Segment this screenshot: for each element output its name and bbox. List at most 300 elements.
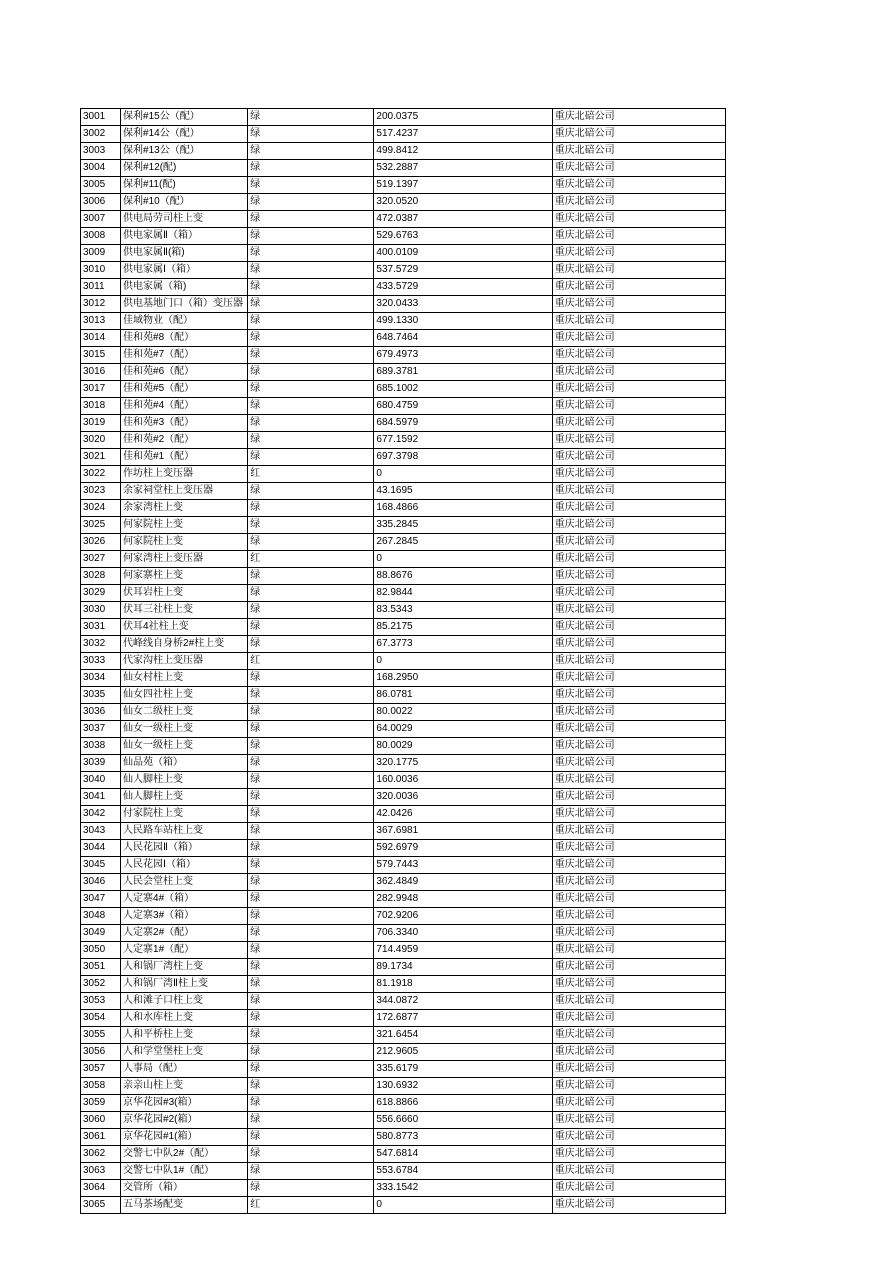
cell-organization[interactable]: 重庆北碚公司 [552, 1027, 725, 1044]
cell-value[interactable]: 556.6660 [374, 1112, 552, 1129]
cell-state[interactable]: 绿 [248, 585, 374, 602]
cell-id[interactable]: 3006 [81, 194, 121, 211]
cell-value[interactable]: 335.2845 [374, 517, 552, 534]
table-row[interactable] [81, 755, 726, 772]
cell-state[interactable]: 绿 [248, 109, 374, 126]
cell-value[interactable]: 89.1734 [374, 959, 552, 976]
cell-value[interactable]: 0 [374, 551, 552, 568]
cell-name[interactable]: 人定寨1#（配） [121, 942, 248, 959]
cell-value[interactable]: 267.2845 [374, 534, 552, 551]
cell-name[interactable]: 仙品苑（箱） [121, 755, 248, 772]
cell-id[interactable]: 3021 [81, 449, 121, 466]
table-row[interactable] [81, 738, 726, 755]
cell-organization[interactable]: 重庆北碚公司 [552, 738, 725, 755]
cell-value[interactable]: 680.4759 [374, 398, 552, 415]
cell-value[interactable]: 537.5729 [374, 262, 552, 279]
cell-organization[interactable]: 重庆北碚公司 [552, 279, 725, 296]
cell-value[interactable]: 200.0375 [374, 109, 552, 126]
cell-value[interactable]: 433.5729 [374, 279, 552, 296]
cell-value[interactable]: 0 [374, 466, 552, 483]
cell-name[interactable]: 交警七中队1#（配） [121, 1163, 248, 1180]
table-row[interactable] [81, 364, 726, 381]
cell-value[interactable]: 321.6454 [374, 1027, 552, 1044]
cell-state[interactable]: 绿 [248, 330, 374, 347]
cell-state[interactable]: 绿 [248, 160, 374, 177]
cell-name[interactable]: 人和平桥柱上变 [121, 1027, 248, 1044]
cell-value[interactable]: 168.4866 [374, 500, 552, 517]
table-row[interactable] [81, 1010, 726, 1027]
table-row[interactable] [81, 993, 726, 1010]
table-row[interactable] [81, 347, 726, 364]
cell-organization[interactable]: 重庆北碚公司 [552, 228, 725, 245]
cell-state[interactable]: 绿 [248, 993, 374, 1010]
cell-name[interactable]: 代峰线自身桥2#柱上变 [121, 636, 248, 653]
cell-id[interactable]: 3029 [81, 585, 121, 602]
cell-id[interactable]: 3025 [81, 517, 121, 534]
cell-state[interactable]: 绿 [248, 721, 374, 738]
cell-id[interactable]: 3026 [81, 534, 121, 551]
cell-organization[interactable]: 重庆北碚公司 [552, 755, 725, 772]
cell-organization[interactable]: 重庆北碚公司 [552, 925, 725, 942]
table-row[interactable] [81, 602, 726, 619]
table-row[interactable] [81, 126, 726, 143]
cell-id[interactable]: 3020 [81, 432, 121, 449]
cell-state[interactable]: 绿 [248, 959, 374, 976]
cell-value[interactable]: 472.0387 [374, 211, 552, 228]
cell-name[interactable]: 佳和苑#6（配） [121, 364, 248, 381]
cell-id[interactable]: 3009 [81, 245, 121, 262]
cell-id[interactable]: 3048 [81, 908, 121, 925]
cell-value[interactable]: 81.1918 [374, 976, 552, 993]
cell-id[interactable]: 3035 [81, 687, 121, 704]
table-row[interactable] [81, 1078, 726, 1095]
table-row[interactable] [81, 857, 726, 874]
cell-state[interactable]: 绿 [248, 908, 374, 925]
table-row[interactable] [81, 1129, 726, 1146]
cell-id[interactable]: 3005 [81, 177, 121, 194]
cell-state[interactable]: 绿 [248, 1146, 374, 1163]
table-row[interactable] [81, 194, 726, 211]
cell-id[interactable]: 3051 [81, 959, 121, 976]
cell-name[interactable]: 人民花园Ⅰ（箱） [121, 857, 248, 874]
table-row[interactable] [81, 619, 726, 636]
cell-name[interactable]: 人和滩子口柱上变 [121, 993, 248, 1010]
cell-id[interactable]: 3023 [81, 483, 121, 500]
cell-organization[interactable]: 重庆北碚公司 [552, 1129, 725, 1146]
cell-organization[interactable]: 重庆北碚公司 [552, 245, 725, 262]
table-row[interactable] [81, 177, 726, 194]
cell-id[interactable]: 3019 [81, 415, 121, 432]
cell-id[interactable]: 3017 [81, 381, 121, 398]
cell-organization[interactable]: 重庆北碚公司 [552, 840, 725, 857]
table-row[interactable] [81, 687, 726, 704]
cell-state[interactable]: 绿 [248, 483, 374, 500]
cell-organization[interactable]: 重庆北碚公司 [552, 1197, 725, 1214]
cell-name[interactable]: 仙人脚柱上变 [121, 789, 248, 806]
cell-id[interactable]: 3007 [81, 211, 121, 228]
table-row[interactable] [81, 160, 726, 177]
cell-value[interactable]: 168.2950 [374, 670, 552, 687]
cell-id[interactable]: 3027 [81, 551, 121, 568]
cell-name[interactable]: 保利#15公（配） [121, 109, 248, 126]
cell-organization[interactable]: 重庆北碚公司 [552, 211, 725, 228]
table-row[interactable] [81, 432, 726, 449]
table-row[interactable] [81, 415, 726, 432]
cell-state[interactable]: 绿 [248, 891, 374, 908]
cell-id[interactable]: 3053 [81, 993, 121, 1010]
cell-id[interactable]: 3008 [81, 228, 121, 245]
table-row[interactable] [81, 1180, 726, 1197]
cell-value[interactable]: 519.1397 [374, 177, 552, 194]
table-row[interactable] [81, 1112, 726, 1129]
cell-id[interactable]: 3030 [81, 602, 121, 619]
cell-organization[interactable]: 重庆北碚公司 [552, 602, 725, 619]
cell-name[interactable]: 仙人脚柱上变 [121, 772, 248, 789]
cell-state[interactable]: 绿 [248, 211, 374, 228]
cell-state[interactable]: 绿 [248, 398, 374, 415]
table-row[interactable] [81, 925, 726, 942]
cell-id[interactable]: 3034 [81, 670, 121, 687]
cell-state[interactable]: 绿 [248, 874, 374, 891]
cell-state[interactable]: 红 [248, 653, 374, 670]
cell-state[interactable]: 绿 [248, 840, 374, 857]
cell-id[interactable]: 3055 [81, 1027, 121, 1044]
cell-state[interactable]: 绿 [248, 296, 374, 313]
cell-value[interactable]: 547.6814 [374, 1146, 552, 1163]
table-row[interactable] [81, 381, 726, 398]
cell-value[interactable]: 679.4973 [374, 347, 552, 364]
cell-organization[interactable]: 重庆北碚公司 [552, 704, 725, 721]
cell-id[interactable]: 3037 [81, 721, 121, 738]
table-row[interactable] [81, 823, 726, 840]
cell-organization[interactable]: 重庆北碚公司 [552, 449, 725, 466]
cell-value[interactable]: 172.6877 [374, 1010, 552, 1027]
cell-organization[interactable]: 重庆北碚公司 [552, 1044, 725, 1061]
cell-name[interactable]: 代家沟柱上变压器 [121, 653, 248, 670]
cell-value[interactable]: 130.6932 [374, 1078, 552, 1095]
cell-value[interactable]: 706.3340 [374, 925, 552, 942]
cell-state[interactable]: 绿 [248, 279, 374, 296]
cell-value[interactable]: 532.2887 [374, 160, 552, 177]
cell-name[interactable]: 人定寨3#（箱） [121, 908, 248, 925]
cell-value[interactable]: 689.3781 [374, 364, 552, 381]
cell-organization[interactable]: 重庆北碚公司 [552, 789, 725, 806]
cell-state[interactable]: 绿 [248, 942, 374, 959]
cell-id[interactable]: 3003 [81, 143, 121, 160]
cell-organization[interactable]: 重庆北碚公司 [552, 891, 725, 908]
cell-value[interactable]: 517.4237 [374, 126, 552, 143]
cell-organization[interactable]: 重庆北碚公司 [552, 364, 725, 381]
cell-id[interactable]: 3014 [81, 330, 121, 347]
table-row[interactable] [81, 466, 726, 483]
cell-organization[interactable]: 重庆北碚公司 [552, 160, 725, 177]
cell-name[interactable]: 交警七中队2#（配） [121, 1146, 248, 1163]
cell-name[interactable]: 何家院柱上变 [121, 534, 248, 551]
cell-organization[interactable]: 重庆北碚公司 [552, 262, 725, 279]
cell-value[interactable]: 160.0036 [374, 772, 552, 789]
cell-id[interactable]: 3049 [81, 925, 121, 942]
cell-value[interactable]: 362.4849 [374, 874, 552, 891]
cell-organization[interactable]: 重庆北碚公司 [552, 330, 725, 347]
table-row[interactable] [81, 721, 726, 738]
cell-name[interactable]: 佳和苑#5（配） [121, 381, 248, 398]
cell-organization[interactable]: 重庆北碚公司 [552, 1180, 725, 1197]
cell-state[interactable]: 绿 [248, 449, 374, 466]
cell-value[interactable]: 648.7464 [374, 330, 552, 347]
cell-name[interactable]: 供电家属（箱) [121, 279, 248, 296]
table-row[interactable] [81, 636, 726, 653]
table-row[interactable] [81, 245, 726, 262]
cell-name[interactable]: 仙女村柱上变 [121, 670, 248, 687]
cell-name[interactable]: 仙女一级柱上变 [121, 721, 248, 738]
cell-state[interactable]: 绿 [248, 1112, 374, 1129]
table-row[interactable] [81, 517, 726, 534]
cell-state[interactable]: 绿 [248, 1061, 374, 1078]
cell-state[interactable]: 绿 [248, 636, 374, 653]
cell-state[interactable]: 绿 [248, 772, 374, 789]
cell-organization[interactable]: 重庆北碚公司 [552, 942, 725, 959]
cell-organization[interactable]: 重庆北碚公司 [552, 347, 725, 364]
cell-name[interactable]: 佳和苑#2（配） [121, 432, 248, 449]
table-row[interactable] [81, 942, 726, 959]
cell-organization[interactable]: 重庆北碚公司 [552, 313, 725, 330]
cell-name[interactable]: 人和锅厂湾Ⅱ柱上变 [121, 976, 248, 993]
cell-name[interactable]: 京华花园#1(箱） [121, 1129, 248, 1146]
cell-state[interactable]: 绿 [248, 687, 374, 704]
cell-name[interactable]: 京华花园#2(箱） [121, 1112, 248, 1129]
table-row[interactable] [81, 568, 726, 585]
cell-name[interactable]: 亲亲山柱上变 [121, 1078, 248, 1095]
cell-id[interactable]: 3010 [81, 262, 121, 279]
cell-id[interactable]: 3040 [81, 772, 121, 789]
cell-name[interactable]: 何家湾柱上变压器 [121, 551, 248, 568]
cell-id[interactable]: 3013 [81, 313, 121, 330]
cell-organization[interactable]: 重庆北碚公司 [552, 415, 725, 432]
cell-name[interactable]: 仙女二级柱上变 [121, 704, 248, 721]
cell-value[interactable]: 282.9948 [374, 891, 552, 908]
cell-value[interactable]: 553.6784 [374, 1163, 552, 1180]
cell-state[interactable]: 绿 [248, 262, 374, 279]
cell-id[interactable]: 3045 [81, 857, 121, 874]
cell-organization[interactable]: 重庆北碚公司 [552, 398, 725, 415]
cell-name[interactable]: 供电家属Ⅱ(箱) [121, 245, 248, 262]
cell-state[interactable]: 绿 [248, 568, 374, 585]
table-row[interactable] [81, 449, 726, 466]
cell-value[interactable]: 685.1002 [374, 381, 552, 398]
cell-id[interactable]: 3058 [81, 1078, 121, 1095]
cell-value[interactable]: 333.1542 [374, 1180, 552, 1197]
cell-state[interactable]: 绿 [248, 1027, 374, 1044]
cell-organization[interactable]: 重庆北碚公司 [552, 1146, 725, 1163]
table-row[interactable] [81, 789, 726, 806]
cell-id[interactable]: 3062 [81, 1146, 121, 1163]
cell-value[interactable]: 80.0022 [374, 704, 552, 721]
cell-state[interactable]: 绿 [248, 619, 374, 636]
cell-state[interactable]: 绿 [248, 823, 374, 840]
cell-organization[interactable]: 重庆北碚公司 [552, 177, 725, 194]
cell-organization[interactable]: 重庆北碚公司 [552, 143, 725, 160]
cell-id[interactable]: 3065 [81, 1197, 121, 1214]
cell-name[interactable]: 佳和苑#3（配） [121, 415, 248, 432]
cell-name[interactable]: 京华花园#3(箱） [121, 1095, 248, 1112]
cell-id[interactable]: 3024 [81, 500, 121, 517]
cell-organization[interactable]: 重庆北碚公司 [552, 670, 725, 687]
cell-state[interactable]: 绿 [248, 1010, 374, 1027]
table-row[interactable] [81, 330, 726, 347]
cell-organization[interactable]: 重庆北碚公司 [552, 993, 725, 1010]
cell-name[interactable]: 人定寨2#（配） [121, 925, 248, 942]
table-row[interactable] [81, 806, 726, 823]
cell-name[interactable]: 伏耳岩柱上变 [121, 585, 248, 602]
cell-id[interactable]: 3042 [81, 806, 121, 823]
cell-name[interactable]: 人民路车站柱上变 [121, 823, 248, 840]
table-row[interactable] [81, 585, 726, 602]
cell-state[interactable]: 绿 [248, 925, 374, 942]
cell-id[interactable]: 3038 [81, 738, 121, 755]
cell-organization[interactable]: 重庆北碚公司 [552, 585, 725, 602]
cell-value[interactable]: 580.8773 [374, 1129, 552, 1146]
cell-id[interactable]: 3063 [81, 1163, 121, 1180]
cell-id[interactable]: 3061 [81, 1129, 121, 1146]
cell-id[interactable]: 3022 [81, 466, 121, 483]
cell-name[interactable]: 保利#12(配) [121, 160, 248, 177]
cell-name[interactable]: 佳和苑#4（配） [121, 398, 248, 415]
table-row[interactable] [81, 772, 726, 789]
cell-organization[interactable]: 重庆北碚公司 [552, 568, 725, 585]
cell-organization[interactable]: 重庆北碚公司 [552, 1078, 725, 1095]
cell-value[interactable]: 0 [374, 1197, 552, 1214]
cell-state[interactable]: 绿 [248, 415, 374, 432]
cell-state[interactable]: 红 [248, 551, 374, 568]
cell-id[interactable]: 3052 [81, 976, 121, 993]
table-row[interactable] [81, 908, 726, 925]
cell-name[interactable]: 五马茶场配变 [121, 1197, 248, 1214]
cell-id[interactable]: 3047 [81, 891, 121, 908]
cell-value[interactable]: 400.0109 [374, 245, 552, 262]
cell-value[interactable]: 499.1330 [374, 313, 552, 330]
table-row[interactable] [81, 262, 726, 279]
cell-id[interactable]: 3050 [81, 942, 121, 959]
cell-value[interactable]: 83.5343 [374, 602, 552, 619]
cell-state[interactable]: 绿 [248, 806, 374, 823]
cell-organization[interactable]: 重庆北碚公司 [552, 483, 725, 500]
table-row[interactable] [81, 211, 726, 228]
cell-value[interactable]: 0 [374, 653, 552, 670]
cell-name[interactable]: 余家湾柱上变 [121, 500, 248, 517]
cell-name[interactable]: 人和学堂堡柱上变 [121, 1044, 248, 1061]
cell-state[interactable]: 绿 [248, 364, 374, 381]
cell-value[interactable]: 592.6979 [374, 840, 552, 857]
cell-name[interactable]: 供电家属Ⅱ（箱） [121, 228, 248, 245]
cell-value[interactable]: 702.9206 [374, 908, 552, 925]
cell-id[interactable]: 3046 [81, 874, 121, 891]
cell-organization[interactable]: 重庆北碚公司 [552, 432, 725, 449]
cell-value[interactable]: 42.0426 [374, 806, 552, 823]
cell-value[interactable]: 88.8676 [374, 568, 552, 585]
cell-id[interactable]: 3002 [81, 126, 121, 143]
cell-state[interactable]: 绿 [248, 194, 374, 211]
cell-state[interactable]: 绿 [248, 1180, 374, 1197]
cell-state[interactable]: 绿 [248, 313, 374, 330]
cell-organization[interactable]: 重庆北碚公司 [552, 874, 725, 891]
cell-name[interactable]: 人民花园Ⅱ（箱） [121, 840, 248, 857]
cell-name[interactable]: 何家院柱上变 [121, 517, 248, 534]
cell-id[interactable]: 3064 [81, 1180, 121, 1197]
cell-organization[interactable]: 重庆北碚公司 [552, 857, 725, 874]
cell-organization[interactable]: 重庆北碚公司 [552, 466, 725, 483]
cell-state[interactable]: 红 [248, 466, 374, 483]
cell-value[interactable]: 367.6981 [374, 823, 552, 840]
cell-organization[interactable]: 重庆北碚公司 [552, 806, 725, 823]
cell-organization[interactable]: 重庆北碚公司 [552, 126, 725, 143]
cell-organization[interactable]: 重庆北碚公司 [552, 109, 725, 126]
cell-state[interactable]: 绿 [248, 347, 374, 364]
cell-id[interactable]: 3028 [81, 568, 121, 585]
cell-value[interactable]: 320.0036 [374, 789, 552, 806]
cell-name[interactable]: 保利#11(配) [121, 177, 248, 194]
cell-id[interactable]: 3057 [81, 1061, 121, 1078]
cell-name[interactable]: 保利#14公（配） [121, 126, 248, 143]
table-row[interactable] [81, 109, 726, 126]
cell-value[interactable]: 618.8866 [374, 1095, 552, 1112]
table-row[interactable] [81, 483, 726, 500]
cell-id[interactable]: 3059 [81, 1095, 121, 1112]
cell-value[interactable]: 67.3773 [374, 636, 552, 653]
table-row[interactable] [81, 959, 726, 976]
cell-organization[interactable]: 重庆北碚公司 [552, 551, 725, 568]
cell-value[interactable]: 64.0029 [374, 721, 552, 738]
cell-organization[interactable]: 重庆北碚公司 [552, 1061, 725, 1078]
cell-id[interactable]: 3041 [81, 789, 121, 806]
cell-state[interactable]: 绿 [248, 1078, 374, 1095]
cell-name[interactable]: 余家祠堂柱上变压器 [121, 483, 248, 500]
table-row[interactable] [81, 670, 726, 687]
cell-value[interactable]: 579.7443 [374, 857, 552, 874]
cell-organization[interactable]: 重庆北碚公司 [552, 1095, 725, 1112]
cell-organization[interactable]: 重庆北碚公司 [552, 500, 725, 517]
cell-id[interactable]: 3039 [81, 755, 121, 772]
cell-value[interactable]: 43.1695 [374, 483, 552, 500]
table-row[interactable] [81, 228, 726, 245]
cell-state[interactable]: 绿 [248, 228, 374, 245]
cell-state[interactable]: 绿 [248, 1044, 374, 1061]
cell-name[interactable]: 付家院柱上变 [121, 806, 248, 823]
table-row[interactable] [81, 143, 726, 160]
cell-organization[interactable]: 重庆北碚公司 [552, 908, 725, 925]
cell-name[interactable]: 何家寨柱上变 [121, 568, 248, 585]
table-row[interactable] [81, 891, 726, 908]
cell-state[interactable]: 绿 [248, 976, 374, 993]
cell-name[interactable]: 仙女一级柱上变 [121, 738, 248, 755]
cell-id[interactable]: 3032 [81, 636, 121, 653]
cell-organization[interactable]: 重庆北碚公司 [552, 721, 725, 738]
cell-value[interactable]: 344.0872 [374, 993, 552, 1010]
cell-state[interactable]: 绿 [248, 1129, 374, 1146]
cell-organization[interactable]: 重庆北碚公司 [552, 636, 725, 653]
cell-name[interactable]: 作坊柱上变压器 [121, 466, 248, 483]
cell-id[interactable]: 3001 [81, 109, 121, 126]
cell-organization[interactable]: 重庆北碚公司 [552, 959, 725, 976]
cell-state[interactable]: 绿 [248, 500, 374, 517]
cell-organization[interactable]: 重庆北碚公司 [552, 619, 725, 636]
cell-organization[interactable]: 重庆北碚公司 [552, 1010, 725, 1027]
cell-organization[interactable]: 重庆北碚公司 [552, 653, 725, 670]
cell-name[interactable]: 人和锅厂湾柱上变 [121, 959, 248, 976]
table-row[interactable] [81, 1027, 726, 1044]
cell-name[interactable]: 佳域物业（配） [121, 313, 248, 330]
cell-value[interactable]: 85.2175 [374, 619, 552, 636]
cell-value[interactable]: 80.0029 [374, 738, 552, 755]
